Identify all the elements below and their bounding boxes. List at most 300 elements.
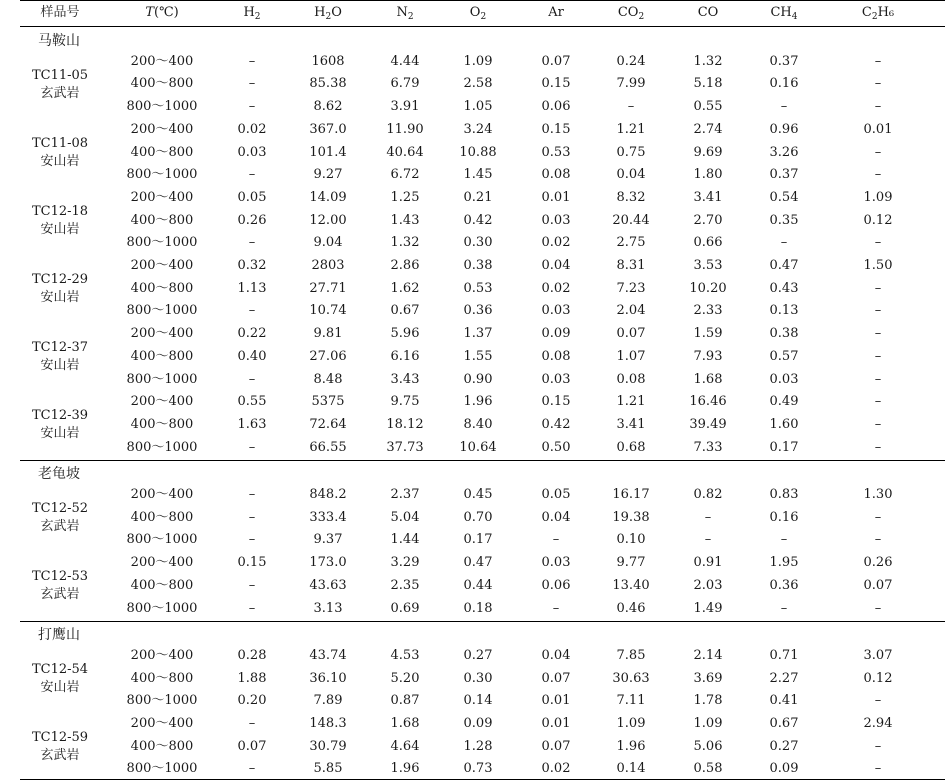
data-cell: 1.96: [616, 738, 646, 754]
sample-label: [32, 271, 88, 307]
data-cell: 400～800: [130, 76, 194, 92]
data-cell: 0.38: [463, 258, 493, 273]
data-cell: 0.03: [541, 371, 571, 387]
region-label: 老龟坡: [38, 466, 80, 483]
data-cell: 0.04: [541, 258, 571, 273]
data-cell: 1.09: [863, 189, 893, 205]
data-cell: 0.53: [541, 144, 571, 160]
data-cell: 0.73: [463, 761, 493, 777]
data-cell: 0.14: [463, 693, 493, 709]
data-cell: 3.13: [313, 600, 343, 616]
data-cell: 0.02: [541, 235, 571, 251]
data-cell: 0.03: [541, 303, 571, 319]
sample-id: TC11-08: [31, 135, 89, 151]
data-cell: 0.30: [463, 670, 493, 686]
data-cell: 16.17: [612, 487, 650, 502]
data-cell: 20.44: [612, 212, 650, 228]
data-cell: 8.62: [313, 99, 343, 115]
data-cell: 0.12: [863, 670, 893, 686]
data-cell: –: [874, 600, 882, 616]
data-cell: 0.70: [463, 509, 493, 525]
data-cell: 0.07: [541, 670, 571, 686]
data-cell: 0.66: [693, 235, 723, 251]
data-cell: 0.01: [863, 121, 893, 137]
data-cell: –: [874, 167, 882, 183]
column-header-subscript: 2: [254, 12, 261, 22]
data-cell: 1.59: [693, 326, 723, 342]
data-cell: 3.41: [693, 189, 723, 205]
data-cell: 0.03: [769, 371, 799, 387]
table-top-rule: [20, 0, 945, 1]
column-header-label: T: [145, 5, 154, 20]
rock-type: 安山岩: [40, 426, 80, 442]
column-header: [243, 5, 260, 21]
data-cell: 2.86: [390, 258, 420, 273]
data-cell: 400～800: [130, 738, 194, 754]
region-separator-rule: [20, 621, 945, 622]
sample-label: [32, 407, 88, 443]
data-cell: –: [780, 532, 788, 548]
data-cell: 200～400: [130, 716, 194, 731]
data-cell: 1.45: [463, 167, 493, 183]
data-cell: 0.26: [237, 212, 267, 228]
data-cell: –: [874, 394, 882, 410]
data-cell: –: [248, 167, 256, 183]
data-cell: 0.67: [390, 303, 420, 319]
column-header-label: Ar: [548, 5, 564, 20]
data-cell: 2.27: [769, 670, 799, 686]
data-cell: 6.16: [390, 348, 420, 364]
column-header: [470, 5, 486, 21]
data-cell: –: [248, 439, 256, 455]
data-cell: 8.31: [616, 258, 646, 273]
data-cell: 0.46: [616, 600, 646, 616]
data-cell: –: [780, 600, 788, 616]
data-cell: 30.63: [612, 670, 650, 686]
data-cell: 1.32: [390, 235, 420, 251]
data-cell: 10.64: [459, 439, 497, 455]
data-cell: 200～400: [130, 121, 194, 137]
data-cell: 5.85: [313, 761, 343, 777]
data-cell: 0.06: [541, 577, 571, 593]
data-cell: 2.35: [390, 577, 420, 593]
column-header: [396, 5, 413, 21]
data-cell: 0.22: [237, 326, 267, 342]
data-cell: 0.06: [541, 99, 571, 115]
data-cell: 12.00: [309, 212, 347, 228]
data-cell: 0.47: [463, 555, 493, 571]
data-cell: 0.30: [463, 235, 493, 251]
column-header-label: H: [243, 5, 255, 20]
data-cell: 0.27: [463, 647, 493, 663]
data-cell: 0.07: [541, 738, 571, 754]
data-cell: 16.46: [689, 394, 727, 410]
data-cell: 1.55: [463, 348, 493, 364]
data-cell: 2.04: [616, 303, 646, 319]
sample-label: [32, 661, 88, 697]
data-cell: 0.10: [616, 532, 646, 548]
data-cell: 1.63: [237, 416, 267, 432]
data-cell: 0.55: [693, 99, 723, 115]
data-cell: 7.11: [616, 693, 646, 709]
data-cell: –: [627, 99, 635, 115]
data-cell: 800～1000: [126, 693, 198, 709]
data-cell: 0.32: [237, 258, 267, 273]
data-cell: 0.43: [769, 280, 799, 296]
data-cell: –: [874, 348, 882, 364]
data-cell: 3.26: [769, 144, 799, 160]
sample-id: TC12-59: [31, 730, 89, 746]
rock-type: 安山岩: [40, 679, 80, 695]
data-cell: 0.55: [237, 394, 267, 410]
data-cell: 400～800: [130, 212, 194, 228]
data-cell: 367.0: [309, 121, 347, 137]
data-cell: 27.71: [309, 280, 347, 296]
data-cell: 0.75: [616, 144, 646, 160]
data-cell: 800～1000: [126, 761, 198, 777]
rock-type: 玄武岩: [40, 587, 80, 603]
data-cell: 1.25: [390, 189, 420, 205]
data-cell: 800～1000: [126, 371, 198, 387]
data-cell: 0.03: [237, 144, 267, 160]
data-cell: 1.50: [863, 258, 893, 273]
data-cell: 1.37: [463, 326, 493, 342]
data-cell: 2.74: [693, 121, 723, 137]
data-cell: 0.05: [541, 487, 571, 502]
data-cell: 1.09: [463, 53, 493, 69]
data-cell: 18.12: [386, 416, 424, 432]
data-cell: 0.71: [769, 647, 799, 663]
data-cell: 400～800: [130, 577, 194, 593]
sample-label: [32, 135, 88, 171]
data-cell: 5.06: [693, 738, 723, 754]
data-cell: 1.60: [769, 416, 799, 432]
data-cell: 0.07: [863, 577, 893, 593]
data-cell: 2.37: [390, 487, 420, 502]
data-cell: 1608: [311, 53, 345, 69]
data-cell: 200～400: [130, 189, 194, 205]
data-cell: –: [248, 76, 256, 92]
region-label: 马鞍山: [38, 33, 80, 49]
data-cell: 1.21: [616, 121, 646, 137]
column-header-suffix: O: [331, 5, 342, 20]
data-cell: 7.99: [616, 76, 646, 92]
data-cell: –: [248, 371, 256, 387]
data-cell: 0.49: [769, 394, 799, 410]
data-cell: 0.47: [769, 258, 799, 273]
data-cell: 200～400: [130, 487, 194, 502]
data-cell: 200～400: [130, 647, 194, 663]
data-cell: 400～800: [130, 144, 194, 160]
rock-type: 玄武岩: [40, 519, 80, 535]
data-cell: 2.33: [693, 303, 723, 319]
column-header: [770, 5, 797, 21]
data-cell: 0.27: [769, 738, 799, 754]
data-cell: 0.16: [769, 76, 799, 92]
sample-label: [32, 568, 88, 604]
data-cell: 0.67: [769, 716, 799, 731]
region-label: 打鹰山: [38, 627, 80, 644]
data-cell: 800～1000: [126, 99, 198, 115]
data-cell: 0.08: [541, 167, 571, 183]
column-header-label: CO: [617, 5, 639, 20]
data-cell: –: [874, 509, 882, 525]
data-cell: 800～1000: [126, 235, 198, 251]
data-cell: 0.38: [769, 326, 799, 342]
data-cell: 1.78: [693, 693, 723, 709]
sample-id: TC12-54: [31, 661, 89, 677]
data-cell: 0.82: [693, 487, 723, 502]
data-cell: 0.02: [541, 761, 571, 777]
data-cell: 0.20: [237, 693, 267, 709]
data-cell: 4.44: [390, 53, 420, 69]
column-header-label: H: [314, 5, 326, 20]
data-cell: 0.16: [769, 509, 799, 525]
data-cell: 1.43: [390, 212, 420, 228]
column-header: [548, 5, 564, 21]
data-cell: 1.68: [390, 716, 420, 731]
data-cell: 0.69: [390, 600, 420, 616]
data-cell: 0.09: [769, 761, 799, 777]
data-cell: 11.90: [386, 121, 424, 137]
data-cell: 1.62: [390, 280, 420, 296]
data-cell: 2.75: [616, 235, 646, 251]
data-cell: 0.01: [541, 189, 571, 205]
data-cell: –: [874, 371, 882, 387]
data-cell: 0.91: [693, 555, 723, 571]
sample-label: [32, 67, 88, 103]
data-cell: 1.32: [693, 53, 723, 69]
data-cell: 0.12: [863, 212, 893, 228]
data-cell: 0.02: [541, 280, 571, 296]
data-cell: –: [552, 600, 560, 616]
column-header-suffix: (℃): [153, 5, 179, 20]
data-cell: 800～1000: [126, 439, 198, 455]
data-cell: 0.42: [541, 416, 571, 432]
data-cell: –: [874, 693, 882, 709]
data-cell: 9.69: [693, 144, 723, 160]
data-cell: 27.06: [309, 348, 347, 364]
data-cell: 14.09: [309, 189, 347, 205]
data-cell: 0.37: [769, 53, 799, 69]
data-cell: 200～400: [130, 326, 194, 342]
column-header-label: CO: [697, 5, 719, 20]
data-cell: 0.44: [463, 577, 493, 593]
rock-type: 玄武岩: [40, 85, 80, 101]
data-cell: 800～1000: [126, 532, 198, 548]
column-header-subscript: 4: [791, 12, 798, 22]
data-cell: 13.40: [612, 577, 650, 593]
sample-id: TC12-37: [31, 340, 89, 356]
rock-type: 安山岩: [40, 153, 80, 169]
column-header-label: CH: [770, 5, 792, 20]
data-cell: 1.96: [390, 761, 420, 777]
data-cell: 848.2: [309, 487, 347, 502]
data-cell: –: [248, 303, 256, 319]
sample-label: [32, 339, 88, 375]
data-cell: 0.13: [769, 303, 799, 319]
data-cell: 1.96: [463, 394, 493, 410]
data-cell: 7.23: [616, 280, 646, 296]
rock-type: 安山岩: [40, 290, 80, 306]
data-cell: 0.15: [541, 76, 571, 92]
data-cell: 7.93: [693, 348, 723, 364]
data-cell: –: [874, 235, 882, 251]
data-cell: 3.69: [693, 670, 723, 686]
data-cell: 9.77: [616, 555, 646, 571]
column-header: [618, 5, 644, 21]
data-cell: 1.13: [237, 280, 267, 296]
data-cell: –: [248, 577, 256, 593]
data-cell: 9.04: [313, 235, 343, 251]
data-cell: –: [780, 235, 788, 251]
data-cell: 200～400: [130, 394, 194, 410]
data-cell: –: [248, 600, 256, 616]
data-cell: 2.03: [693, 577, 723, 593]
data-cell: 10.88: [459, 144, 497, 160]
data-cell: 1.88: [237, 670, 267, 686]
data-cell: –: [874, 439, 882, 455]
data-cell: 800～1000: [126, 303, 198, 319]
data-cell: –: [874, 761, 882, 777]
data-cell: 9.37: [313, 532, 343, 548]
data-cell: 0.50: [541, 439, 571, 455]
data-cell: 800～1000: [126, 600, 198, 616]
data-cell: 200～400: [130, 555, 194, 571]
data-cell: 2.94: [863, 716, 893, 731]
data-cell: 6.72: [390, 167, 420, 183]
column-header-label: C: [861, 5, 872, 20]
data-cell: 200～400: [130, 53, 194, 69]
data-cell: 43.74: [309, 647, 347, 663]
sample-label: [32, 203, 88, 239]
data-cell: 10.74: [309, 303, 347, 319]
data-cell: –: [874, 416, 882, 432]
data-cell: 200～400: [130, 258, 194, 273]
data-cell: 0.83: [769, 487, 799, 502]
column-header: [862, 5, 894, 21]
data-cell: 0.08: [616, 371, 646, 387]
sample-id: TC12-39: [31, 408, 89, 424]
column-header-subscript: 2: [407, 12, 414, 22]
data-cell: 43.63: [309, 577, 347, 593]
data-cell: 8.32: [616, 189, 646, 205]
sample-id: TC12-53: [31, 569, 89, 585]
data-cell: 7.33: [693, 439, 723, 455]
column-header: [145, 5, 178, 21]
data-cell: –: [874, 99, 882, 115]
data-cell: 0.01: [541, 693, 571, 709]
data-cell: 2803: [311, 258, 345, 273]
data-cell: 3.91: [390, 99, 420, 115]
data-cell: 5.04: [390, 509, 420, 525]
data-cell: 400～800: [130, 348, 194, 364]
data-cell: 3.07: [863, 647, 893, 663]
rock-type: 安山岩: [40, 358, 80, 374]
data-cell: 6.79: [390, 76, 420, 92]
data-cell: 2.70: [693, 212, 723, 228]
data-cell: 9.81: [313, 326, 343, 342]
data-cell: 3.24: [463, 121, 493, 137]
data-cell: 148.3: [309, 716, 347, 731]
column-header-subscript: 2: [325, 12, 332, 22]
sample-id: TC12-29: [31, 272, 89, 288]
data-cell: 800～1000: [126, 167, 198, 183]
data-cell: 333.4: [309, 509, 347, 525]
data-cell: 3.43: [390, 371, 420, 387]
data-cell: 0.07: [541, 53, 571, 69]
data-cell: 0.36: [769, 577, 799, 593]
column-header: [698, 5, 719, 21]
data-cell: –: [248, 53, 256, 69]
data-cell: 0.96: [769, 121, 799, 137]
data-cell: 0.14: [616, 761, 646, 777]
data-cell: 3.29: [390, 555, 420, 571]
data-cell: –: [552, 532, 560, 548]
sample-id: TC12-52: [31, 501, 89, 517]
data-cell: 0.09: [541, 326, 571, 342]
data-cell: 0.15: [541, 394, 571, 410]
data-cell: 39.49: [689, 416, 727, 432]
data-cell: 0.05: [237, 189, 267, 205]
data-cell: –: [874, 280, 882, 296]
data-cell: 9.75: [390, 394, 420, 410]
rock-type: 玄武岩: [40, 748, 80, 764]
data-cell: 1.49: [693, 600, 723, 616]
column-header: [40, 5, 79, 21]
data-cell: 0.42: [463, 212, 493, 228]
data-cell: 19.38: [612, 509, 650, 525]
data-cell: 0.90: [463, 371, 493, 387]
sample-label: [32, 500, 88, 536]
data-cell: 8.40: [463, 416, 493, 432]
data-cell: 101.4: [309, 144, 347, 160]
region-separator-rule: [20, 460, 945, 461]
data-cell: 3.41: [616, 416, 646, 432]
data-cell: 85.38: [309, 76, 347, 92]
data-cell: 0.04: [616, 167, 646, 183]
data-cell: –: [248, 487, 256, 502]
data-cell: –: [248, 716, 256, 731]
data-cell: 1.21: [616, 394, 646, 410]
data-cell: 1.95: [769, 555, 799, 571]
data-cell: 1.09: [616, 716, 646, 731]
data-cell: 173.0: [309, 555, 347, 571]
data-cell: –: [704, 532, 712, 548]
data-cell: 0.09: [463, 716, 493, 731]
data-cell: 0.26: [863, 555, 893, 571]
data-cell: 0.07: [237, 738, 267, 754]
data-cell: 0.45: [463, 487, 493, 502]
data-cell: 66.55: [309, 439, 347, 455]
data-cell: 37.73: [386, 439, 424, 455]
data-cell: 1.68: [693, 371, 723, 387]
data-cell: –: [704, 509, 712, 525]
data-cell: 1.30: [863, 487, 893, 502]
data-cell: –: [248, 99, 256, 115]
data-cell: 72.64: [309, 416, 347, 432]
data-cell: 0.04: [541, 509, 571, 525]
data-cell: 0.35: [769, 212, 799, 228]
data-cell: 0.87: [390, 693, 420, 709]
data-cell: 0.15: [541, 121, 571, 137]
column-header-subscript: 2: [638, 12, 645, 22]
data-cell: 400～800: [130, 509, 194, 525]
data-cell: 0.17: [769, 439, 799, 455]
data-cell: 0.04: [541, 647, 571, 663]
data-cell: 2.14: [693, 647, 723, 663]
data-cell: 0.28: [237, 647, 267, 663]
